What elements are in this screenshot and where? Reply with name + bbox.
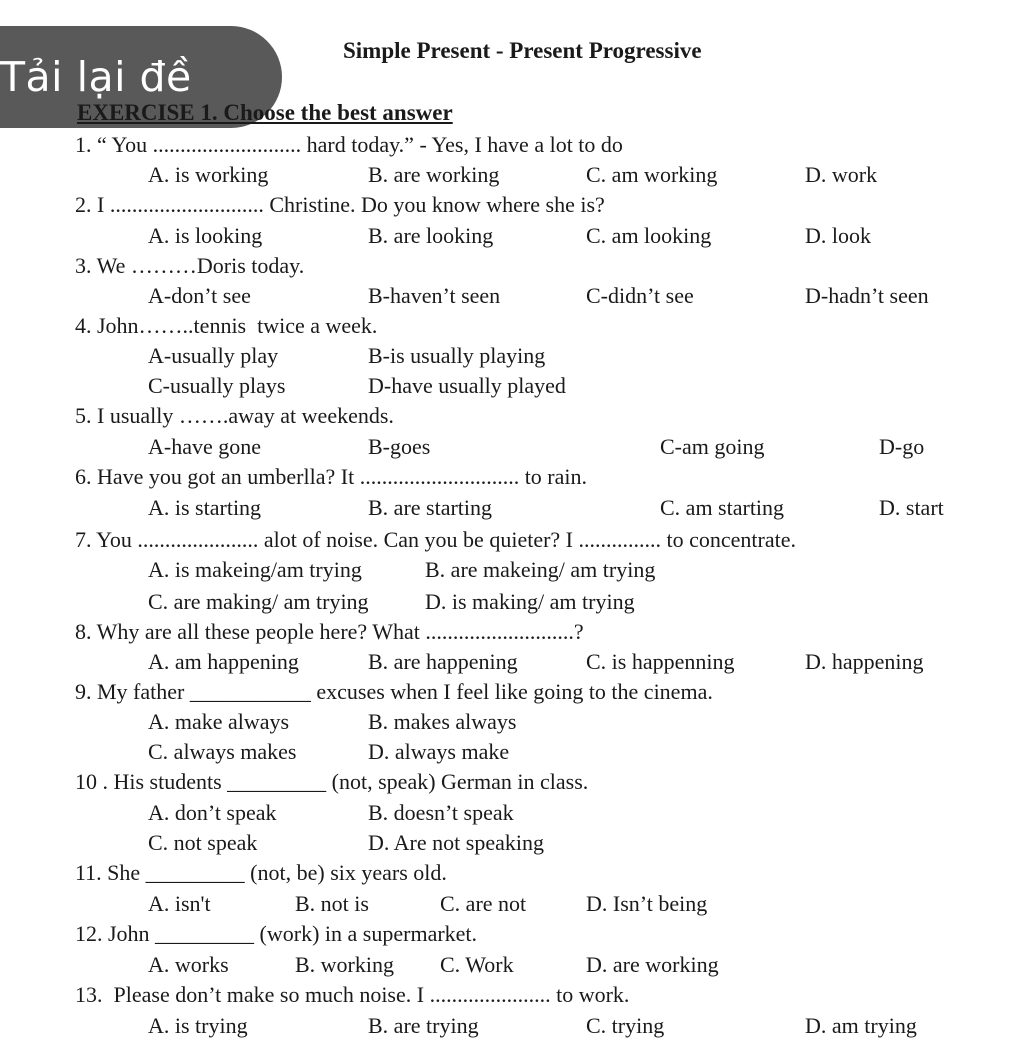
option-4a: A-usually play <box>148 343 279 368</box>
option-13b: B. are trying <box>368 1013 479 1038</box>
option-10b: B. doesn’t speak <box>368 800 514 825</box>
option-13c: C. trying <box>586 1013 665 1038</box>
option-7b: B. are makeing/ am trying <box>425 557 656 582</box>
option-10a: A. don’t speak <box>148 800 277 825</box>
option-12a: A. works <box>148 952 229 977</box>
question-13: 13. Please don’t make so much noise. I ...................... to work. <box>75 982 630 1007</box>
option-4b: B-is usually playing <box>368 343 546 368</box>
question-5: 5. I usually …….away at weekends. <box>75 403 394 428</box>
option-11d: D. Isn’t being <box>586 891 708 916</box>
option-12d: D. are working <box>586 952 719 977</box>
option-4c: C-usually plays <box>148 373 286 398</box>
option-5a: A-have gone <box>148 434 262 459</box>
question-7: 7. You ...................... alot of noise. Can you be quieter? I ............... to concentrate. <box>75 527 796 552</box>
option-11a: A. isn't <box>148 891 211 916</box>
option-7c: C. are making/ am trying <box>148 589 369 614</box>
option-12c: C. Work <box>440 952 514 977</box>
question-10: 10 . His students _________ (not, speak) German in class. <box>75 769 589 794</box>
option-8b: B. are happening <box>368 649 518 674</box>
option-1a: A. is working <box>148 162 269 187</box>
question-8: 8. Why are all these people here? What ...........................? <box>75 619 584 644</box>
option-1c: C. am working <box>586 162 718 187</box>
option-12b: B. working <box>295 952 394 977</box>
option-5b: B-goes <box>368 434 431 459</box>
option-13a: A. is trying <box>148 1013 248 1038</box>
option-10c: C. not speak <box>148 830 258 855</box>
reload-button-label: Tải lại đề <box>0 53 192 101</box>
option-7a: A. is makeing/am trying <box>148 557 362 582</box>
option-3c: C-didn’t see <box>586 283 694 308</box>
option-2c: C. am looking <box>586 223 712 248</box>
option-2b: B. are looking <box>368 223 494 248</box>
option-10d: D. Are not speaking <box>368 830 544 855</box>
option-5c: C-am going <box>660 434 765 459</box>
option-5d: D-go <box>879 434 925 459</box>
option-6d: D. start <box>879 495 944 520</box>
question-2: 2. I ............................ Christine. Do you know where she is? <box>75 192 605 217</box>
option-9a: A. make always <box>148 709 290 734</box>
question-1: 1. “ You ........................... hard today.” - Yes, I have a lot to do <box>75 132 623 157</box>
option-9c: C. always makes <box>148 739 297 764</box>
option-8a: A. am happening <box>148 649 299 674</box>
option-1b: B. are working <box>368 162 500 187</box>
option-2d: D. look <box>805 223 871 248</box>
question-11: 11. She _________ (not, be) six years old. <box>75 860 447 885</box>
option-3a: A-don’t see <box>148 283 251 308</box>
option-6a: A. is starting <box>148 495 262 520</box>
worksheet-title: Simple Present - Present Progressive <box>343 38 702 63</box>
option-8d: D. happening <box>805 649 924 674</box>
question-4: 4. John……..tennis twice a week. <box>75 313 378 338</box>
option-6c: C. am starting <box>660 495 785 520</box>
option-6b: B. are starting <box>368 495 493 520</box>
option-4d: D-have usually played <box>368 373 566 398</box>
exercise-title: EXERCISE 1. Choose the best answer <box>77 100 453 125</box>
option-9b: B. makes always <box>368 709 517 734</box>
option-11b: B. not is <box>295 891 369 916</box>
question-3: 3. We ………Doris today. <box>75 253 305 278</box>
option-3b: B-haven’t seen <box>368 283 501 308</box>
option-8c: C. is happenning <box>586 649 735 674</box>
option-11c: C. are not <box>440 891 527 916</box>
option-2a: A. is looking <box>148 223 263 248</box>
question-12: 12. John _________ (work) in a supermarket. <box>75 921 478 946</box>
option-1d: D. work <box>805 162 878 187</box>
question-6: 6. Have you got an umberlla? It ............................. to rain. <box>75 464 588 489</box>
option-3d: D-hadn’t seen <box>805 283 929 308</box>
question-9: 9. My father ___________ excuses when I feel like going to the cinema. <box>75 679 713 704</box>
option-7d: D. is making/ am trying <box>425 589 635 614</box>
option-9d: D. always make <box>368 739 510 764</box>
option-13d: D. am trying <box>805 1013 917 1038</box>
